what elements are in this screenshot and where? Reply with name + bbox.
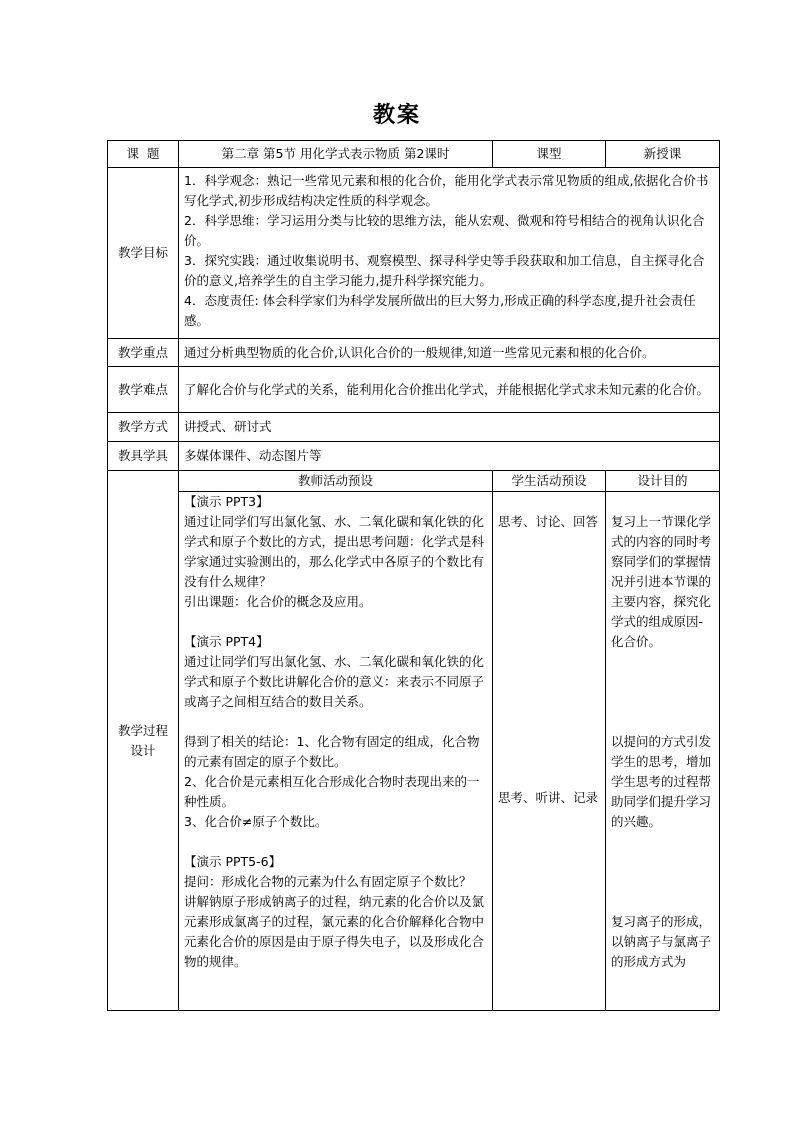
- teaching-method-value: 讲授式、研讨式: [179, 413, 720, 442]
- row-process-content: [108, 492, 720, 1011]
- teacher-line: 通过让同学们写出氯化氢、水、二氧化碳和氧化铁的化学式和原子个数比的方式，提出思考问题：化学式是科学家通过实验测出的，那么化学式中各原子的个数比有没有什么规律？: [184, 514, 485, 589]
- process-label-line: 教学过程: [117, 722, 168, 738]
- teacher-line: 【演示 PPT4】: [184, 634, 269, 649]
- lesson-plan-table: [107, 140, 720, 1011]
- teaching-method-label: 教学方式: [108, 413, 179, 442]
- row-goals: [108, 168, 720, 339]
- key-points-label: 教学重点: [108, 339, 179, 367]
- lesson-type-value: 新授课: [606, 141, 720, 168]
- spacer: [184, 712, 487, 732]
- student-activity-1: 思考、讨论、回答: [498, 514, 599, 529]
- process-label-line: 设计: [130, 742, 156, 758]
- teacher-activity-header: 教师活动预设: [179, 471, 493, 492]
- teaching-tools-label: 教具学具: [108, 442, 179, 471]
- row-key-points: [108, 339, 720, 367]
- design-purpose-header: 设计目的: [606, 471, 720, 492]
- goal-item: 2．科学思维：学习运用分类与比较的思维方法，能从宏观、微观和符号相结合的视角认识化合价。: [184, 213, 705, 248]
- spacer: [498, 532, 600, 788]
- student-activity-2: 思考、听讲、记录: [498, 790, 599, 805]
- teaching-tools-value: 多媒体课件、动态图片等: [179, 442, 720, 471]
- goals-content: [179, 168, 720, 339]
- goals-label: 教学目标: [108, 168, 179, 339]
- difficult-points-label: 教学难点: [108, 367, 179, 413]
- difficult-points-value: 了解化合价与化学式的关系，能利用化合价推出化学式，并能根据化学式求未知元素的化合价。: [179, 367, 720, 413]
- teacher-line: 【演示 PPT5-6】: [184, 854, 282, 869]
- goal-item: 3．探究实践：通过收集说明书、观察模型、探寻科学史等手段获取和加工信息，自主探寻化合价的意义,培养学生的自主学习能力,提升科学探究能力。: [184, 253, 705, 288]
- row-teaching-tools: [108, 442, 720, 471]
- spacer: [611, 652, 714, 732]
- spacer: [184, 612, 487, 632]
- row-difficult-points: [108, 367, 720, 413]
- spacer: [611, 832, 714, 912]
- design-purpose-content: [606, 492, 720, 1011]
- teacher-line: 2、化合价是元素相互化合形成化合物时表现出来的一种性质。: [184, 774, 480, 809]
- teacher-activity-content: [179, 492, 493, 1011]
- topic-label: 课 题: [108, 141, 179, 168]
- row-process-header: [108, 471, 720, 492]
- student-activity-header: 学生活动预设: [493, 471, 606, 492]
- teacher-line: 引出课题：化合价的概念及应用。: [184, 594, 372, 609]
- lesson-type-label: 课型: [493, 141, 606, 168]
- teacher-line: 通过让同学们写出氯化氢、水、二氧化碳和氧化铁的化学式和原子个数比讲解化合价的意义：来表示不同原子或离子之间相互结合的数目关系。: [184, 654, 485, 709]
- teacher-line: 3、化合价≠原子个数比。: [184, 814, 328, 829]
- student-activity-content: [493, 492, 606, 1011]
- teacher-line: 得到了相关的结论：1、化合物有固定的组成，化合物的元素有固定的原子个数比。: [184, 734, 480, 769]
- design-purpose-2: 以提问的方式引发学生的思考，增加学生思考的过程帮助同学们提升学习的兴趣。: [611, 734, 712, 829]
- process-label: [108, 471, 179, 1011]
- page-title: 教案: [372, 103, 421, 128]
- teacher-line: 【演示 PPT3】: [184, 494, 269, 509]
- goal-item: 4．态度责任: 体会科学家们为科学发展所做出的巨大努力,形成正确的科学态度,提升社会责任感。: [184, 293, 696, 328]
- spacer: [184, 832, 487, 852]
- teacher-line: 讲解钠原子形成钠离子的过程，纳元素的化合价以及氯元素形成氯离子的过程，氯元素的化合价解释化合物中元素化合价的原因是由于原子得失电子，以及形成化合物的规律。: [184, 894, 485, 969]
- teacher-line: 提问：形成化合物的元素为什么有固定原子个数比？: [184, 874, 472, 889]
- row-teaching-method: [108, 413, 720, 442]
- design-purpose-1: 复习上一节课化学式的内容的同时考察同学们的掌握情况并引进本节课的主要内容，探究化学式的组成原因-化合价。: [611, 514, 712, 649]
- topic-value: 第二章 第5节 用化学式表示物质 第2课时: [179, 141, 493, 168]
- design-purpose-3: 复习离子的形成，以钠离子与氯离子的形成方式为: [611, 914, 712, 969]
- goal-item: 1．科学观念：熟记一些常见元素和根的化合价，能用化学式表示常见物质的组成,依据化合价书写化学式,初步形成结构决定性质的科学观念。: [184, 173, 709, 208]
- key-points-value: 通过分析典型物质的化合价,认识化合价的一般规律,知道一些常见元素和根的化合价。: [179, 339, 720, 367]
- row-topic: [108, 141, 720, 168]
